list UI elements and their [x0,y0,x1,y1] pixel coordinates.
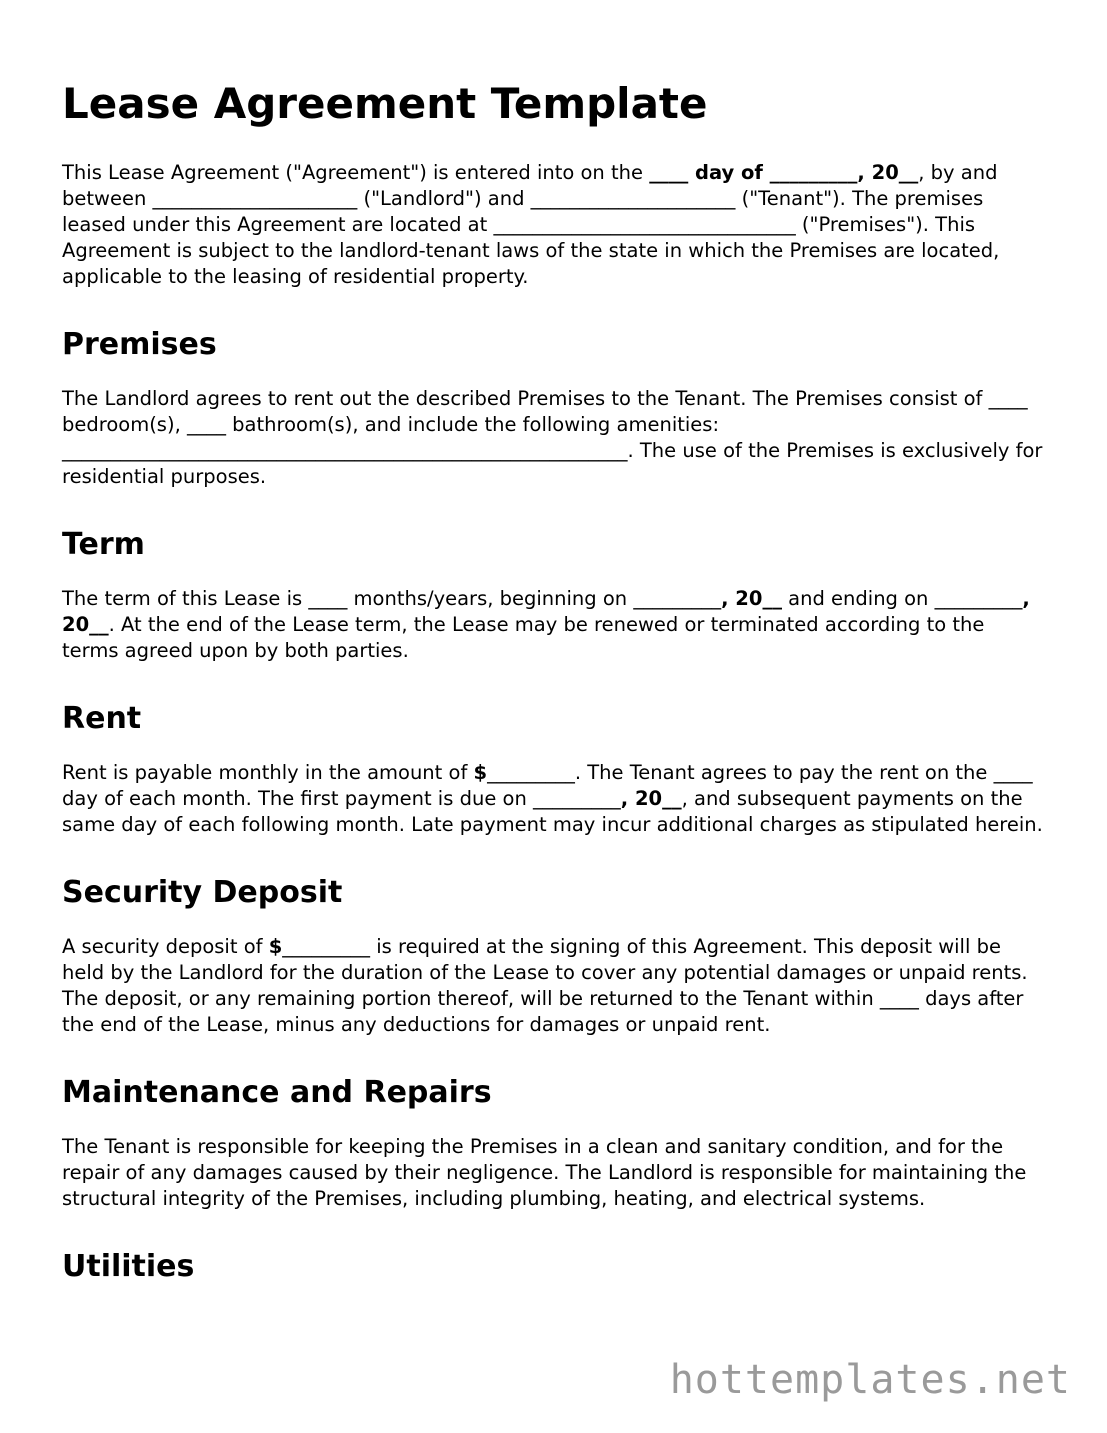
watermark: hottemplates.net [669,1357,1071,1403]
term-year-blank-2: , 20__ [62,587,1030,636]
intro-text-1: This Lease Agreement ("Agreement") is entered into on the [62,161,650,184]
rent-year-blank: , 20__ [620,787,682,810]
deposit-heading: Security Deposit [62,875,343,910]
term-paragraph [62,586,1047,664]
deposit-paragraph [62,934,1047,1038]
term-text-1: The term of this Lease is ____ months/years, beginning on _________ [62,587,722,610]
term-year-blank-1: , 20__ [721,587,782,610]
deposit-text-1: A security deposit of [62,935,269,958]
maintenance-heading: Maintenance and Repairs [62,1075,492,1110]
term-text-2: and ending on _________ [781,587,1023,610]
term-heading: Term [62,527,145,562]
premises-heading: Premises [62,327,217,362]
rent-dollar-sign: $ [473,761,488,784]
rent-paragraph [62,760,1047,838]
intro-date-blank: ____ day of _________, 20__ [649,161,919,184]
document-page [62,78,1047,1308]
document-title: Lease Agreement Template [62,79,708,128]
term-text-3: . At the end of the Lease term, the Lease may be renewed or terminated according to the terms agreed upon by both parties. [62,613,985,662]
rent-text-2: _________. The Tenant agrees to pay the rent on the ____ day of each month. The first payment is due on _________ [62,761,1033,810]
maintenance-paragraph: The Tenant is responsible for keeping the Premises in a clean and sanitary condition, and for the repair of any damages caused by their negligence. The Landlord is responsible for maintaining the structural integrity of the Premises, including plumbing, heating, and electrical systems. [62,1135,1027,1210]
premises-paragraph: The Landlord agrees to rent out the described Premises to the Tenant. The Premises consist of ____ bedroom(s), ____ bathroom(s), and include the following amenities: __________________________________________________________. The use of the Premises is exclusively for residential purposes. [62,387,1043,488]
intro-paragraph [62,160,1047,290]
rent-text-1: Rent is payable monthly in the amount of [62,761,474,784]
rent-heading: Rent [62,701,142,736]
deposit-text-2: _________ is required at the signing of this Agreement. This deposit will be held by the Landlord for the duration of the Lease to cover any potential damages or unpaid rents. The deposit, or any remaining portion thereof, will be returned to the Tenant within ____ days after the end of the Lease, minus any deductions for damages or unpaid rent. [62,935,1028,1036]
rent-text-3: , and subsequent payments on the same day of each following month. Late payment may incur additional charges as stipulated herein. [62,787,1043,836]
intro-text-2: , by and between _____________________ ("Landlord") and _____________________ ("Tenant"). The premises leased under this Agreement are located at _______________________________ ("Premises"). This Agreement is subject to the landlord-tenant laws of the state in which the Premises are located, applicable to the leasing of residential property. [62,161,1000,288]
utilities-heading: Utilities [62,1249,195,1284]
deposit-dollar-sign: $ [268,935,283,958]
